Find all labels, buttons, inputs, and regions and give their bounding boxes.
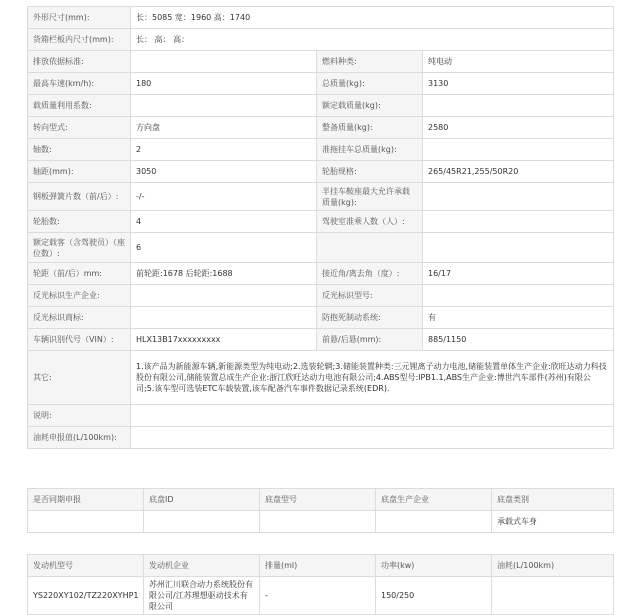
- spec-label: 反光标识商标:: [28, 307, 131, 329]
- spec-value: 4: [131, 211, 317, 233]
- spec-value: -/-: [131, 183, 317, 211]
- chassis-table: [27, 488, 614, 533]
- engine-header-cell: 油耗(L/100km): [492, 555, 614, 577]
- spec-row: [28, 95, 614, 117]
- spec-row: [28, 51, 614, 73]
- vehicle-spec-table: [27, 6, 614, 449]
- chassis-cell: [260, 511, 376, 533]
- engine-header-cell: 排量(ml): [260, 555, 376, 577]
- spec-value: [423, 285, 614, 307]
- engine-cell: 150/250: [376, 577, 492, 615]
- spec-row: [28, 29, 614, 51]
- spec-value: 2580: [423, 117, 614, 139]
- spec-row: [28, 351, 614, 405]
- spec-label: 载质量利用系数:: [28, 95, 131, 117]
- spec-label: 接近角/离去角（度）:: [317, 263, 423, 285]
- engine-header-cell: 发动机企业: [144, 555, 260, 577]
- spec-value: [423, 211, 614, 233]
- spec-label: 额定载客（含驾驶员）（座位数）:: [28, 233, 131, 263]
- spec-row: [28, 285, 614, 307]
- spec-row: [28, 139, 614, 161]
- chassis-cell: [144, 511, 260, 533]
- spec-value: 3130: [423, 73, 614, 95]
- spec-label: 轮胎规格:: [317, 161, 423, 183]
- spec-label: 轴数:: [28, 139, 131, 161]
- spec-value: 180: [131, 73, 317, 95]
- engine-table: [27, 554, 614, 615]
- spec-value: [423, 95, 614, 117]
- spec-label: 货箱栏板内尺寸(mm):: [28, 29, 131, 51]
- spec-value: HLX13B17xxxxxxxxx: [131, 329, 317, 351]
- spec-row: [28, 263, 614, 285]
- spec-label: 钢板弹簧片数（前/后）:: [28, 183, 131, 211]
- spec-value: [423, 139, 614, 161]
- spec-value: [423, 233, 614, 263]
- chassis-header-cell: 底盘生产企业: [376, 489, 492, 511]
- spec-label: 轴距(mm):: [28, 161, 131, 183]
- spec-value: [131, 95, 317, 117]
- spec-label: 车辆识别代号（VIN）:: [28, 329, 131, 351]
- spec-value: 长： 高： 高：: [131, 29, 614, 51]
- chassis-cell: [28, 511, 144, 533]
- spec-value: 长：5085 宽：1960 高：1740: [131, 7, 614, 29]
- spec-value: 有: [423, 307, 614, 329]
- spec-label: 油耗申报值(L/100km):: [28, 427, 131, 449]
- spec-row: [28, 117, 614, 139]
- spec-label: 外形尺寸(mm):: [28, 7, 131, 29]
- spec-value: [131, 427, 614, 449]
- spec-value: 方向盘: [131, 117, 317, 139]
- spec-label: 防抱死制动系统:: [317, 307, 423, 329]
- spec-label: 准拖挂车总质量(kg):: [317, 139, 423, 161]
- spec-row: [28, 405, 614, 427]
- spec-value: 3050: [131, 161, 317, 183]
- spec-label: 整备质量(kg):: [317, 117, 423, 139]
- spec-value: 885/1150: [423, 329, 614, 351]
- chassis-header-cell: 是否同期申报: [28, 489, 144, 511]
- spec-row: [28, 427, 614, 449]
- spec-value: 纯电动: [423, 51, 614, 73]
- chassis-header-cell: 底盘类别: [492, 489, 614, 511]
- spec-label: 前悬/后悬(mm):: [317, 329, 423, 351]
- spec-label: 转向型式:: [28, 117, 131, 139]
- spec-label: [317, 233, 423, 263]
- spec-label: 半挂车鞍座最大允许承载质量(kg):: [317, 183, 423, 211]
- spec-label: 反光标识生产企业:: [28, 285, 131, 307]
- spec-row: [28, 307, 614, 329]
- spec-value: [423, 183, 614, 211]
- spec-label: 说明:: [28, 405, 131, 427]
- spec-value: [131, 405, 614, 427]
- spec-label: 排放依据标准:: [28, 51, 131, 73]
- engine-header-cell: 功率(kw): [376, 555, 492, 577]
- engine-cell: [492, 577, 614, 615]
- spec-row: [28, 183, 614, 211]
- spec-value: 16/17: [423, 263, 614, 285]
- spec-value: 6: [131, 233, 317, 263]
- spec-label: 反光标识型号:: [317, 285, 423, 307]
- spec-row: [28, 7, 614, 29]
- spec-value: [131, 51, 317, 73]
- spec-value: 1.该产品为新能源车辆,新能源类型为纯电动;2.选装轮辋;3.储能装置种类:三元锂离子动力电池,储能装置单体生产企业:欣旺达动力科技股份有限公司,储能装置总成生产企业:浙江欣旺达动力电池有限公司;4.ABS型号:IPB1.1,ABS生产企业:博世汽车部件(苏州)有限公司;5.该车型可选装ETC车载装置,该车配备汽车事件数据记录系统(EDR).: [131, 351, 614, 405]
- spec-label: 轮距（前/后）mm:: [28, 263, 131, 285]
- engine-cell: YS220XY102/TZ220XYHP1: [28, 577, 144, 615]
- spec-label: 其它:: [28, 351, 131, 405]
- engine-cell: 苏州汇川联合动力系统股份有限公司/江苏理想驱动技术有限公司: [144, 577, 260, 615]
- spec-value: [131, 307, 317, 329]
- spec-row: [28, 161, 614, 183]
- spec-label: 驾驶室准乘人数（人）:: [317, 211, 423, 233]
- spec-label: 最高车速(km/h):: [28, 73, 131, 95]
- chassis-header-cell: 底盘ID: [144, 489, 260, 511]
- chassis-cell: [376, 511, 492, 533]
- spec-row: [28, 73, 614, 95]
- spec-row: [28, 233, 614, 263]
- spec-value: 2: [131, 139, 317, 161]
- spec-label: 总质量(kg):: [317, 73, 423, 95]
- spec-label: 燃料种类:: [317, 51, 423, 73]
- spec-label: 轮胎数:: [28, 211, 131, 233]
- engine-header-cell: 发动机型号: [28, 555, 144, 577]
- spec-row: [28, 329, 614, 351]
- engine-cell: -: [260, 577, 376, 615]
- engine-data-row: [28, 577, 614, 615]
- spec-value: [131, 285, 317, 307]
- spec-row: [28, 211, 614, 233]
- chassis-header-cell: 底盘型号: [260, 489, 376, 511]
- chassis-data-row: [28, 511, 614, 533]
- spec-label: 额定载质量(kg):: [317, 95, 423, 117]
- chassis-header-row: [28, 489, 614, 511]
- chassis-cell: 承载式车身: [492, 511, 614, 533]
- engine-header-row: [28, 555, 614, 577]
- spec-value: 前轮距:1678 后轮距:1688: [131, 263, 317, 285]
- spec-value: 265/45R21,255/50R20: [423, 161, 614, 183]
